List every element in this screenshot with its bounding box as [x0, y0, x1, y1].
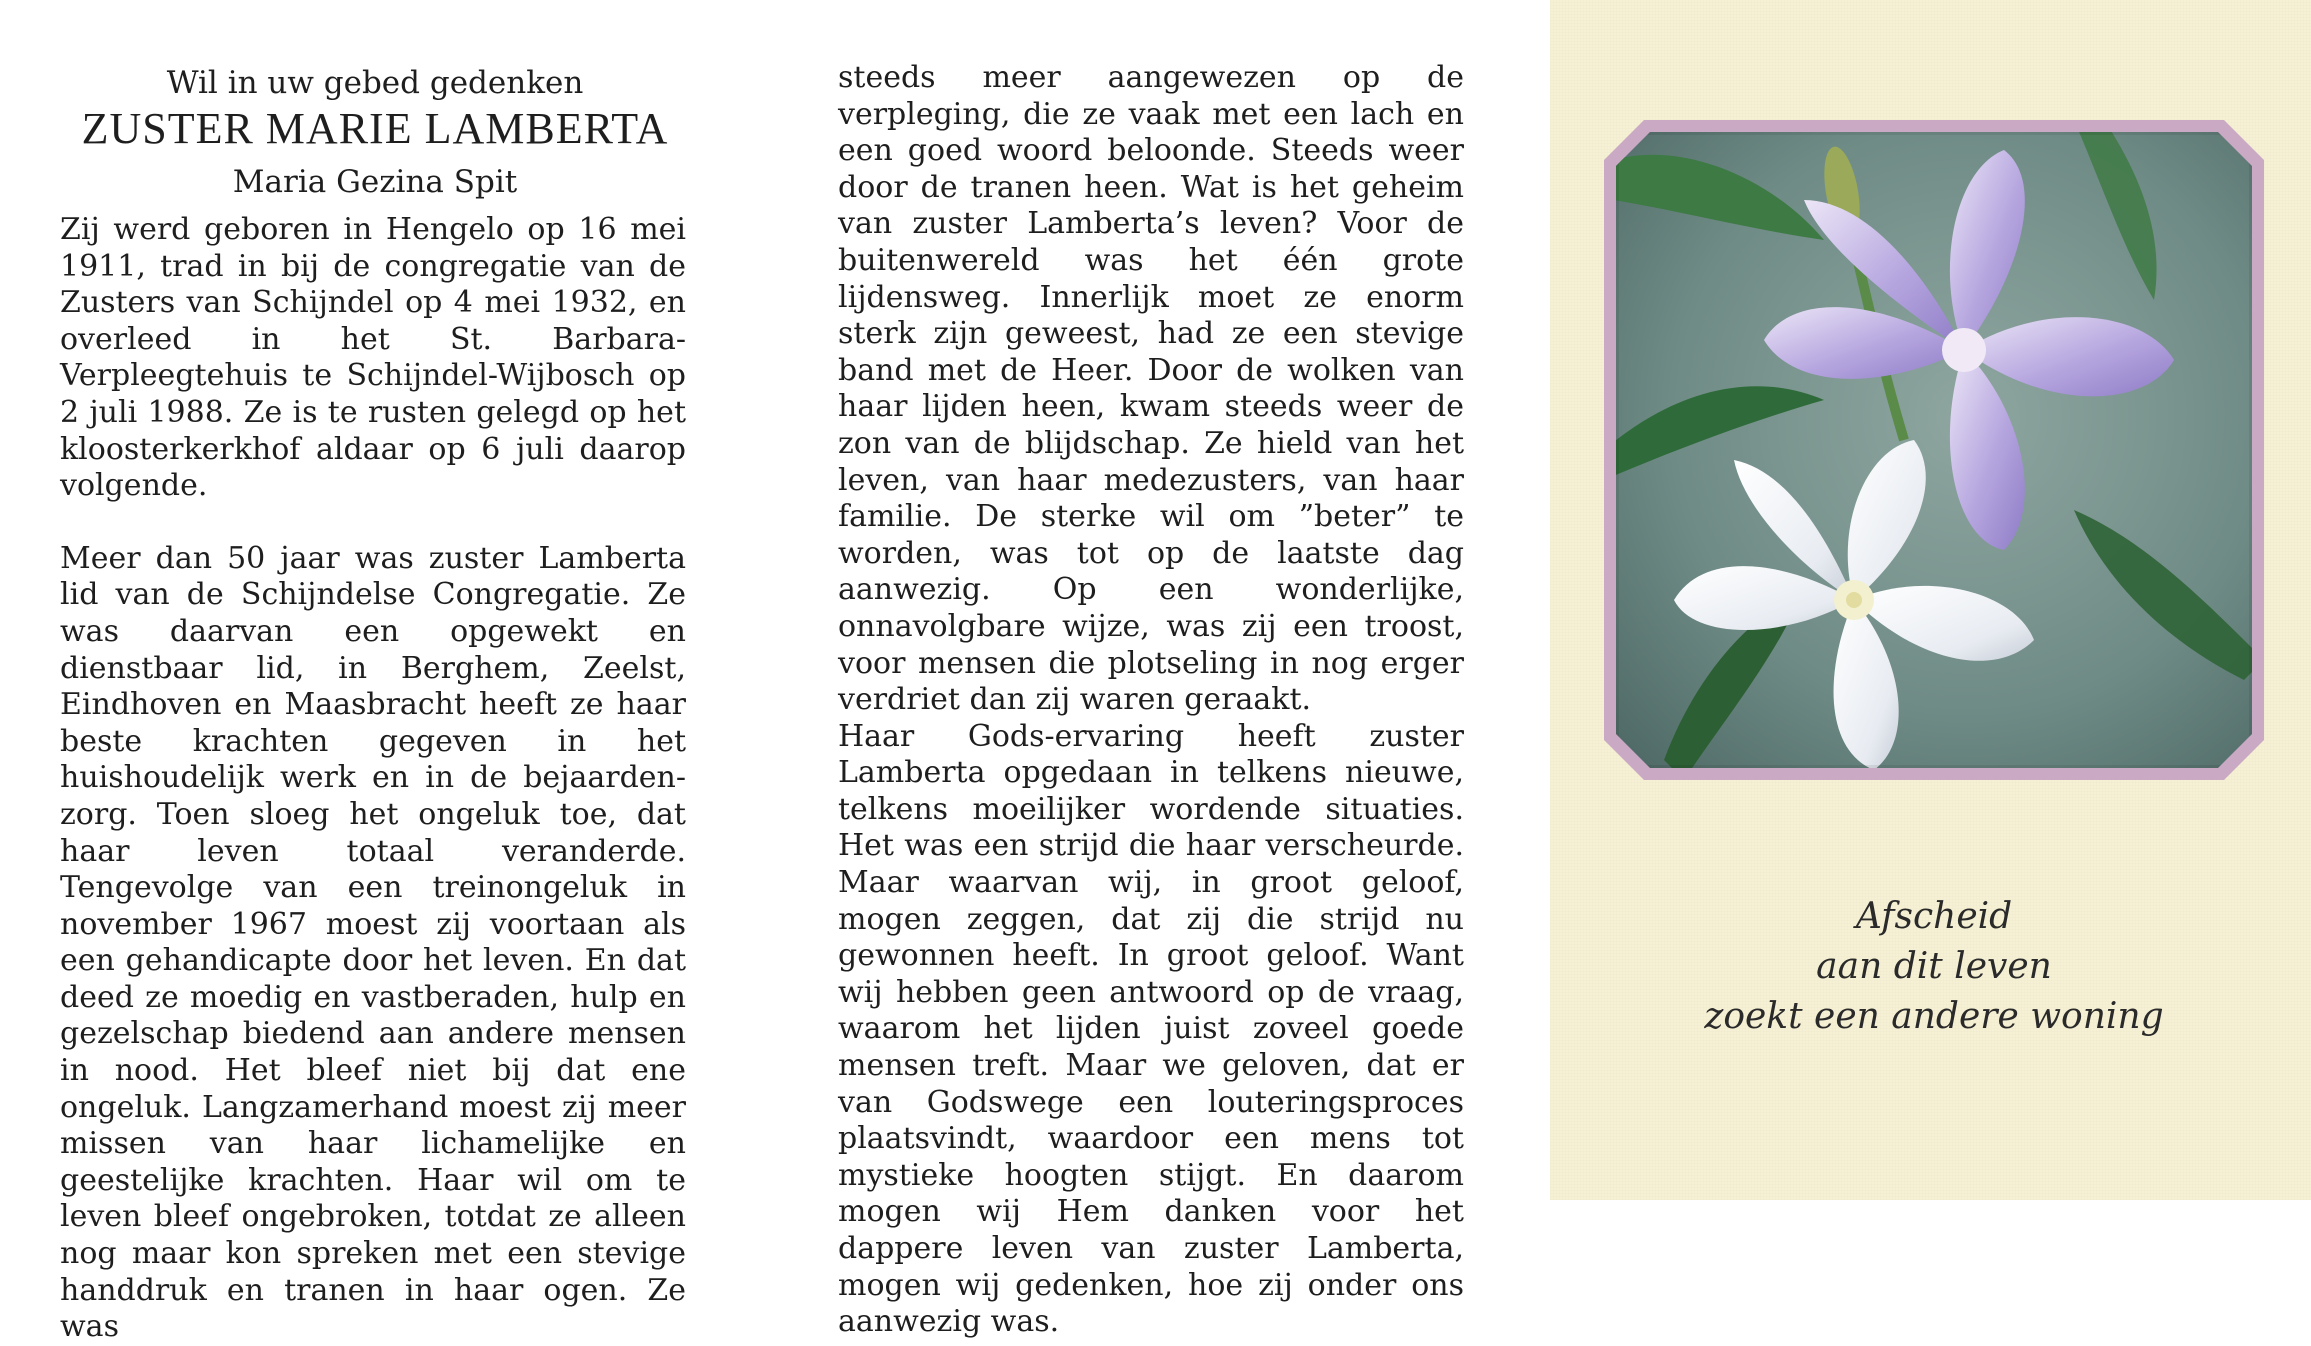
- poem-line: zoekt een andere woning: [1704, 996, 2164, 1037]
- deceased-birth-name: Maria Gezina Spit: [232, 164, 518, 200]
- left-text-column: [60, 212, 686, 1346]
- life-story-paragraph: Meer dan 50 jaar was zuster Lamberta lid van de Schijndelse Congregatie. Ze was daarvan een opgewekt en dienstbaar lid, in Berghem, Zeelst, Eindhoven en Maasbracht heeft ze haar beste krachten gegeven in het huishoudelijk werk en in de bejaarden-zorg. Toen sloeg het ongeluk toe, dat haar leven totaal veranderde. Tengevolge van een treinongeluk in november 1967 moest zij voortaan als een gehandicapte door het leven. En dat deed ze moedig en vastberaden, hulp en gezelschap biedend aan andere mensen in nood. Het bleef niet bij dat ene ongeluk. Langzamerhand moest zij meer missen van haar lichamelijke en geestelijke krachten. Haar wil om te leven bleef ongebroken, totdat ze alleen nog maar kon spreken met een stevige handdruk en tranen in haar ogen. Ze was: [60, 540, 686, 1345]
- card-poem: [1604, 892, 2264, 1042]
- deceased-name-title: ZUSTER MARIE LAMBERTA: [81, 104, 669, 153]
- periwinkle-flower-icon: [1604, 120, 2264, 780]
- poem-line: aan dit leven: [1816, 946, 2052, 987]
- poem-line: Afscheid: [1855, 896, 2013, 937]
- faith-paragraph: Haar Gods-ervaring heeft zuster Lamberta opgedaan in telkens nieuwe, telkens moeilijker wordende situaties. Het was een strijd die haar verscheurde. Maar waarvan wij, in groot geloof, mogen zeggen, dat zij die strijd nu gewonnen heeft. In groot geloof. Want wij hebben geen antwoord op de vraag, waarom het lijden juist zoveel goede mensen treft. Maar we geloven, dat er van Godswege een louteringsproces plaatsvindt, waardoor een mens tot mystieke hoogten stijgt. En daarom mogen wij Hem danken voor het dappere leven van zuster Lamberta, mogen wij gedenken, hoe zij onder ons aanwezig was.: [838, 718, 1464, 1340]
- middle-text-column: [838, 60, 1464, 1341]
- continuation-paragraph: steeds meer aangewezen op de verpleging, die ze vaak met een lach en een goed woord beloonde. Steeds weer door de tranen heen. Wat is het geheim van zuster Lamberta’s leven? Voor de buitenwereld was het één grote lijdensweg. Innerlijk moet ze enorm sterk zijn geweest, had ze een stevige band met de Heer. Door de wolken van haar lijden heen, kwam steeds weer de zon van de blijdschap. Ze hield van het leven, van haar medezusters, van haar familie. De sterke wil om ”beter” te worden, was tot op de laatste dag aanwezig. Op een wonderlijke, onnavolgbare wijze, was zij een troost, voor mensen die plotseling in nog erger verdriet dan zij waren geraakt.: [838, 60, 1464, 718]
- biography-paragraph: Zij werd geboren in Hengelo op 16 mei 1911, trad in bij de congregatie van de Zusters van Schijndel op 4 mei 1932, en overleed in het St. Barbara-Verpleegtehuis te Schijndel-Wijbosch op 2 juli 1988. Ze is te rusten gelegd op het kloosterkerkhof aldaar op 6 juli daarop volgende.: [60, 212, 686, 504]
- header-prayer-line: Wil in uw gebed gedenken: [166, 65, 584, 101]
- flower-photo: [1604, 120, 2264, 780]
